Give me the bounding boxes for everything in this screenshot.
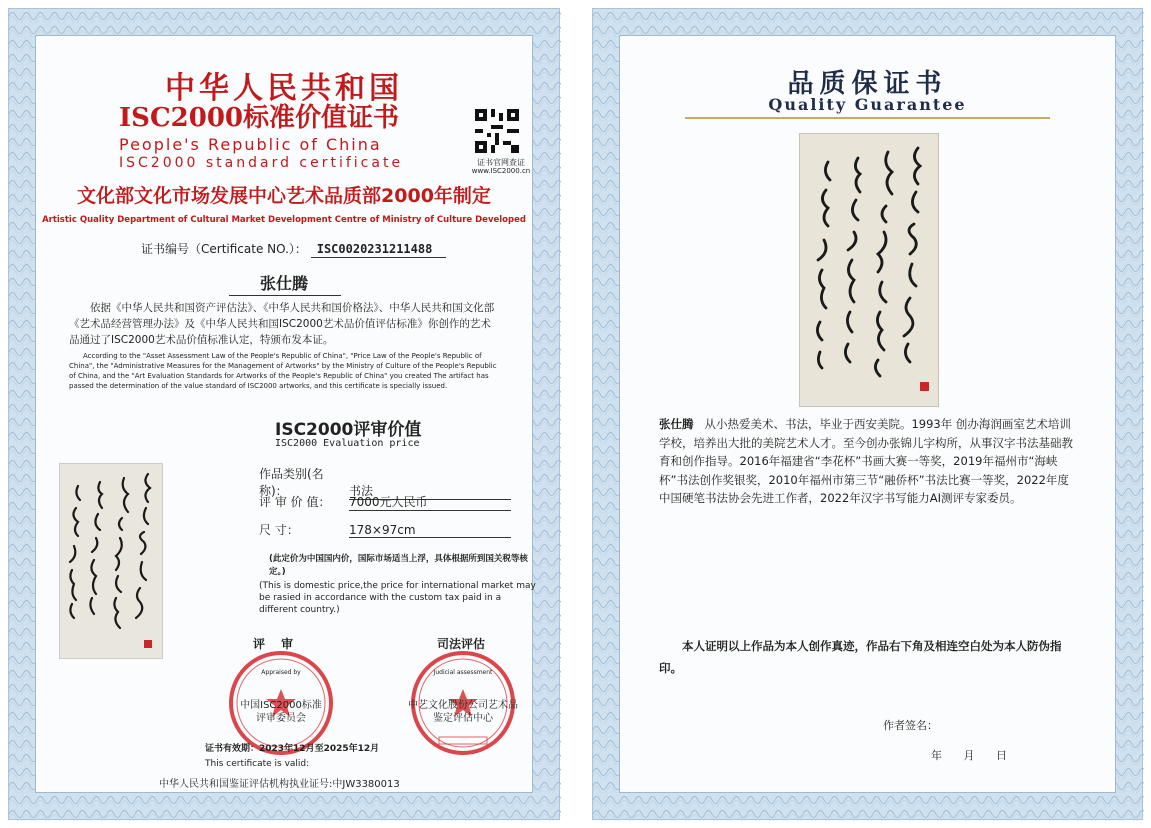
date-label: 年 月 日 — [931, 749, 1007, 762]
gold-divider — [685, 117, 1050, 119]
signature-label: 作者签名： — [883, 719, 938, 732]
calligraphy-image — [800, 134, 938, 406]
body-text-en: According to the "Asset Assessment Law of the People's Republic of China", "Price Law of the People's Republic of China", the "Administrative Measures for the Management of Artworks" by the Ministry of Culture of the People's Republic of China, and the "Art Evaluation Standards for Artworks of the People's Republic of China" you created The artifact has passed the determination of the value standard of ISC2000 artworks, and this certificate is specially issued. — [69, 352, 497, 390]
title-country: 中华人民共和国 — [165, 71, 403, 106]
artwork-thumbnail[interactable] — [59, 463, 163, 659]
quality-guarantee-page — [592, 8, 1143, 820]
seal-left-en: Appraised by — [261, 669, 301, 676]
title-en-certificate: ISC2000 standard certificate — [119, 155, 404, 171]
validity-en: This certificate is valid: — [205, 759, 310, 769]
judicial-label: 司法评估 — [437, 637, 486, 651]
price-note-cn: (此定价为中国国内价，国际市场适当上浮，具体根据所到国关税等核定。) — [269, 554, 528, 577]
validity: 证书有效期：2023年12月至2025年12月 — [205, 744, 380, 754]
guarantee-title: 品质保证书 — [787, 69, 948, 99]
certificate-page — [8, 8, 560, 820]
artist-bio — [659, 415, 1078, 508]
evaluation-title: ISC2000评审价值 — [275, 420, 422, 440]
qr-url: www.ISC2000.cn — [471, 167, 531, 175]
field-size — [259, 521, 511, 538]
guarantee-title-en: Quality Guarantee — [768, 95, 967, 114]
body-text-cn: 依据《中华人民共和国资产评估法》、《中华人民共和国价格法》、中华人民共和国文化部《艺术品经营管理办法》及《中华人民共和国ISC2000艺术品价值评估标准》你创作的艺术品通过了ISC2000艺术品价值标准认定，特颁布发本证。 — [69, 302, 495, 346]
license-number: 中华人民共和国鉴证评估机构执业证号:中JW3380013 — [159, 779, 400, 790]
title-certificate: ISC2000标准价值证书 — [119, 103, 399, 133]
certificate-number-value: ISC0020231211488 — [311, 242, 447, 258]
department-title: 文化部文化市场发展中心艺术品质部2000年制定 — [77, 185, 491, 207]
seal-right-text — [389, 699, 537, 725]
certificate-number-label: 证书编号（Certificate NO.）： — [141, 242, 307, 256]
seal-left-line1: 中国ISC2000标准 — [240, 700, 322, 711]
field-value-value: 7000元人民币 — [349, 493, 511, 511]
evaluation-subtitle: ISC2000 Evaluation price — [275, 438, 420, 449]
qr-caption: 证书官网查证 — [477, 158, 525, 167]
field-value — [259, 493, 511, 511]
field-category-label: 作品类别(名称)： — [259, 467, 324, 498]
field-category-value: 书法 — [349, 482, 511, 500]
artist-bio-text: 从小热爱美术、书法，毕业于西安美院。1993年 创办海润画室艺术培训学校，培养出大批的美院艺术人才。至今创办张锦儿字构所，从事汉字书法基础教育和创作指导。2016年福建省“李花杯”书画大赛一等奖，2019年福州市“海峡杯”书法创作奖银奖，2010年福州市第三节“融侨杯”书法比赛一等奖，2022年度中国硬笔书法协会先进工作者，2022年汉字书写能力AI测评专家委员。 — [659, 417, 1073, 505]
seal-right-line1: 中艺文化股份公司艺术品 — [408, 700, 518, 711]
holder-underline — [229, 295, 341, 296]
seal-left-text — [213, 699, 349, 725]
title-en-country: People's Republic of China — [119, 135, 382, 154]
seal-left-line2: 评审委员会 — [256, 713, 306, 724]
review-label: 评审 — [253, 637, 310, 651]
artist-name: 张仕腾 — [659, 417, 694, 431]
certificate-number — [141, 240, 446, 258]
authenticity-statement: 本人证明以上作品为本人创作真迹，作品右下角及相连空白处为本人防伪指印。 — [659, 639, 1062, 675]
qr-code-icon[interactable] — [475, 109, 519, 153]
holder-name: 张仕腾 — [259, 274, 308, 293]
seal-right-en: Judicial assessment — [433, 669, 493, 676]
field-size-value: 178×97cm — [349, 523, 511, 538]
calligraphy-image — [60, 464, 162, 658]
field-value-label: 评 审 价 值： — [259, 495, 331, 509]
seal-right-line2: 鉴定评估中心 — [433, 713, 493, 724]
artwork-image[interactable] — [799, 133, 939, 407]
field-size-label: 尺 寸： — [259, 523, 299, 537]
department-title-en: Artistic Quality Department of Cultural Market Development Centre of Ministry of Culture Developed — [42, 215, 526, 225]
price-note-en: (This is domestic price,the price for international market may be rasied in accordance with the custom tax paid in a different country.) — [259, 581, 536, 615]
